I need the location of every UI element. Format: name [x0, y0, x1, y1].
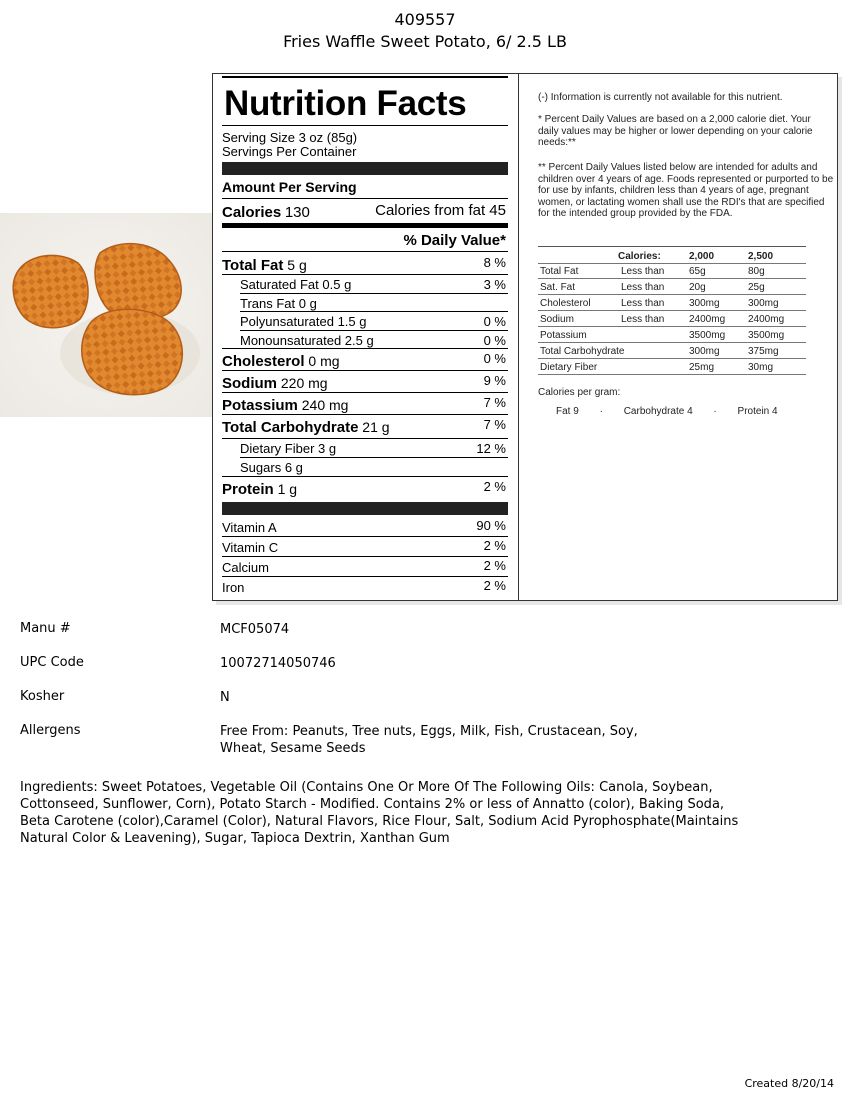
nutrient-label: Total Fat: [222, 257, 284, 274]
nutrient-label: Sodium: [222, 375, 277, 392]
nutrient-label: Monounsaturated: [240, 333, 342, 348]
rule: [222, 274, 508, 275]
nutrient-row: [222, 419, 390, 436]
calories-from-fat: Calories from fat 45: [375, 202, 506, 219]
nutrient-row: [222, 375, 328, 392]
value-2000: 3500mg: [689, 330, 726, 341]
thick-rule: [222, 502, 508, 515]
nutrient-amount: 3 g: [314, 441, 337, 456]
nutrient-amount: 5 g: [283, 257, 307, 273]
nutrient-amount: 0 g: [295, 296, 317, 311]
vitamin-daily-value: 2 %: [483, 558, 506, 573]
rule: [222, 556, 508, 557]
nutrient-amount: 0.5 g: [318, 277, 352, 292]
value-2500: 25g: [748, 282, 765, 293]
product-name: Fries Waffle Sweet Potato, 6/ 2.5 LB: [283, 32, 567, 51]
cpg-fat: Fat 9: [556, 406, 579, 417]
nutrition-facts-title: Nutrition Facts: [224, 84, 467, 123]
ingredients-text: Ingredients: Sweet Potatoes, Vegetable Oil (Contains One Or More Of The Following Oils: Canola, Soybean, Cottonseed, Sunflower, Corn), Potato Starch - Modified. Contains 2% or less of Annatto (color), Baking Soda, Beta Carotene (color),Caramel (Color), Natural Flavors, Rice Flour, Salt, Sodium Acid Pyrophosphate(Maintains Natural Color & Leavening), Sugar, Tapioca Dextrin, Xanthan Gum: [20, 780, 739, 846]
nutrient-daily-value: 2 %: [483, 479, 506, 494]
value-2500: 80g: [748, 266, 765, 277]
rule: [240, 311, 508, 312]
nutrient-row: [240, 441, 336, 456]
nutrient-label: Protein: [222, 481, 274, 498]
header-2500: 2,500: [748, 251, 774, 262]
vitamin-daily-value: 2 %: [483, 578, 506, 593]
nutrient-amount: 240 mg: [297, 397, 349, 413]
value-2500: 300mg: [748, 298, 779, 309]
allergens-value: Free From: Peanuts, Tree nuts, Eggs, Milk, Fish, Crustacean, Soy, Wheat, Sesame Seeds: [220, 724, 638, 756]
value-2000: 65g: [689, 266, 706, 277]
value-2000: 2400mg: [689, 314, 726, 325]
nutrient-row: [222, 257, 307, 274]
manu-value: MCF05074: [220, 622, 290, 637]
vitamin-daily-value: 90 %: [476, 518, 506, 533]
kosher-value: N: [220, 690, 230, 705]
calories-row: [222, 204, 310, 221]
qualifier: Less than: [621, 298, 665, 309]
table-row: [538, 312, 806, 327]
serving-size: Serving Size 3 oz (85g): [222, 130, 358, 145]
nutrient-row: [240, 277, 351, 292]
vitamin-label: Calcium: [222, 560, 269, 575]
header-2000: 2,000: [689, 251, 715, 262]
nutrient-label: Dietary Fiber: [240, 441, 315, 456]
thick-rule: [222, 162, 508, 175]
value-2000: 300mg: [689, 346, 720, 357]
table-row: [538, 264, 806, 279]
table-row: [538, 296, 806, 311]
allergens-label: Allergens: [20, 723, 81, 738]
nutrient-amount: 220 mg: [277, 375, 328, 391]
daily-value-header: % Daily Value*: [403, 232, 506, 249]
calories-label: Calories: [222, 204, 282, 221]
nutrient-label: Sugars: [240, 460, 282, 475]
vitamin-label: Vitamin A: [222, 520, 277, 535]
footnote-daily-values: * Percent Daily Values are based on a 2,000 calorie diet. Your daily values may be higher or lower depending on your calorie needs:**: [538, 114, 813, 148]
rule: [240, 457, 508, 458]
nutrient-daily-value: 7 %: [483, 395, 506, 410]
rule: [222, 438, 508, 439]
upc-value: 10072714050746: [220, 656, 336, 671]
calories-per-gram-items: [556, 406, 778, 417]
cpg-separator: ·: [713, 406, 717, 417]
value-2000: 25mg: [689, 362, 715, 373]
item-id: 409557: [394, 10, 456, 29]
nutrient-amount: 21 g: [358, 419, 390, 435]
created-date: Created 8/20/14: [744, 1077, 834, 1090]
table-row: [538, 344, 806, 359]
rule: [222, 198, 508, 199]
table-row: [538, 280, 806, 295]
rule: [222, 251, 508, 252]
calories-value: 130: [284, 204, 310, 221]
panel-divider: [518, 74, 519, 600]
vitamin-label: Vitamin C: [222, 540, 279, 555]
nutrient-row: [240, 314, 366, 329]
nutrient-name: Dietary Fiber: [540, 362, 598, 373]
value-2500: 30mg: [748, 362, 774, 373]
rule: [240, 293, 508, 294]
value-2000: 20g: [689, 282, 706, 293]
qualifier: Less than: [621, 314, 665, 325]
calories-per-gram-label: Calories per gram:: [538, 387, 621, 398]
header-calories: Calories:: [618, 251, 661, 262]
rule: [222, 476, 508, 477]
rule: [222, 536, 508, 537]
medium-rule: [222, 223, 508, 228]
footnote-unavailable: (-) Information is currently not available for this nutrient.: [538, 92, 783, 103]
table-header-row: [538, 246, 806, 264]
nutrient-name: Sat. Fat: [540, 282, 576, 293]
value-2500: 2400mg: [748, 314, 785, 325]
rule: [222, 370, 508, 371]
nutrient-daily-value: 3 %: [483, 277, 506, 292]
nutrient-name: Total Carbohydrate: [540, 346, 625, 357]
servings-per-container: Servings Per Container: [222, 144, 357, 159]
table-row: [538, 360, 806, 375]
rule: [222, 348, 508, 349]
manu-label: Manu #: [20, 621, 71, 636]
nutrient-daily-value: 0 %: [483, 351, 506, 366]
value-2500: 3500mg: [748, 330, 785, 341]
nutrient-name: Total Fat: [540, 266, 579, 277]
rule: [240, 330, 508, 331]
nutrient-daily-value: 0 %: [483, 333, 506, 348]
nutrient-label: Cholesterol: [222, 353, 305, 370]
nutrient-label: Saturated Fat: [240, 277, 319, 292]
waffle-fries-image: [0, 213, 212, 417]
nutrient-daily-value: 9 %: [483, 373, 506, 388]
nutrition-panel: [212, 73, 838, 601]
rule: [222, 576, 508, 577]
nutrient-row: [222, 353, 340, 370]
cpg-separator: ·: [599, 406, 603, 417]
nutrient-name: Potassium: [540, 330, 587, 341]
footnote-intended-group: ** Percent Daily Values listed below are intended for adults and children over 4 years of age. Foods represented or purported to be for use by infants, children less than 4 years of age, pregnant women, or lactating women shall use the RDI's that are specified for the intended group provided by the FDA.: [538, 162, 834, 219]
qualifier: Less than: [621, 282, 665, 293]
nutrient-label: Trans Fat: [240, 296, 296, 311]
nutrient-label: Polyunsaturated: [240, 314, 334, 329]
nutrient-daily-value: 7 %: [483, 417, 506, 432]
value-2500: 375mg: [748, 346, 779, 357]
nutrient-row: [240, 460, 303, 475]
nutrient-row: [240, 296, 317, 311]
nutrient-name: Sodium: [540, 314, 574, 325]
nutrient-row: [222, 481, 297, 498]
nutrient-daily-value: 0 %: [483, 314, 506, 329]
vitamin-label: Iron: [222, 580, 245, 595]
qualifier: Less than: [621, 266, 665, 277]
table-row: [538, 328, 806, 343]
nutrient-label: Total Carbohydrate: [222, 419, 359, 436]
rule: [222, 125, 508, 126]
nutrient-amount: 0 mg: [304, 353, 340, 369]
nutrient-row: [240, 333, 374, 348]
nutrient-amount: 2.5 g: [341, 333, 374, 348]
value-2000: 300mg: [689, 298, 720, 309]
nutrient-row: [222, 397, 348, 414]
nutrient-amount: 6 g: [281, 460, 303, 475]
nutrient-label: Potassium: [222, 397, 298, 414]
vitamin-daily-value: 2 %: [483, 538, 506, 553]
rule: [222, 414, 508, 415]
nutrient-amount: 1 g: [273, 481, 298, 497]
cpg-protein: Protein 4: [737, 406, 778, 417]
nutrient-name: Cholesterol: [540, 298, 591, 309]
nutrient-daily-value: 8 %: [483, 255, 506, 270]
rule: [222, 76, 508, 78]
amount-per-serving: Amount Per Serving: [222, 179, 357, 195]
cpg-carbohydrate: Carbohydrate 4: [623, 406, 693, 417]
nutrient-amount: 1.5 g: [333, 314, 367, 329]
rule: [222, 392, 508, 393]
kosher-label: Kosher: [20, 689, 65, 704]
upc-label: UPC Code: [20, 655, 84, 670]
nutrient-daily-value: 12 %: [476, 441, 506, 456]
